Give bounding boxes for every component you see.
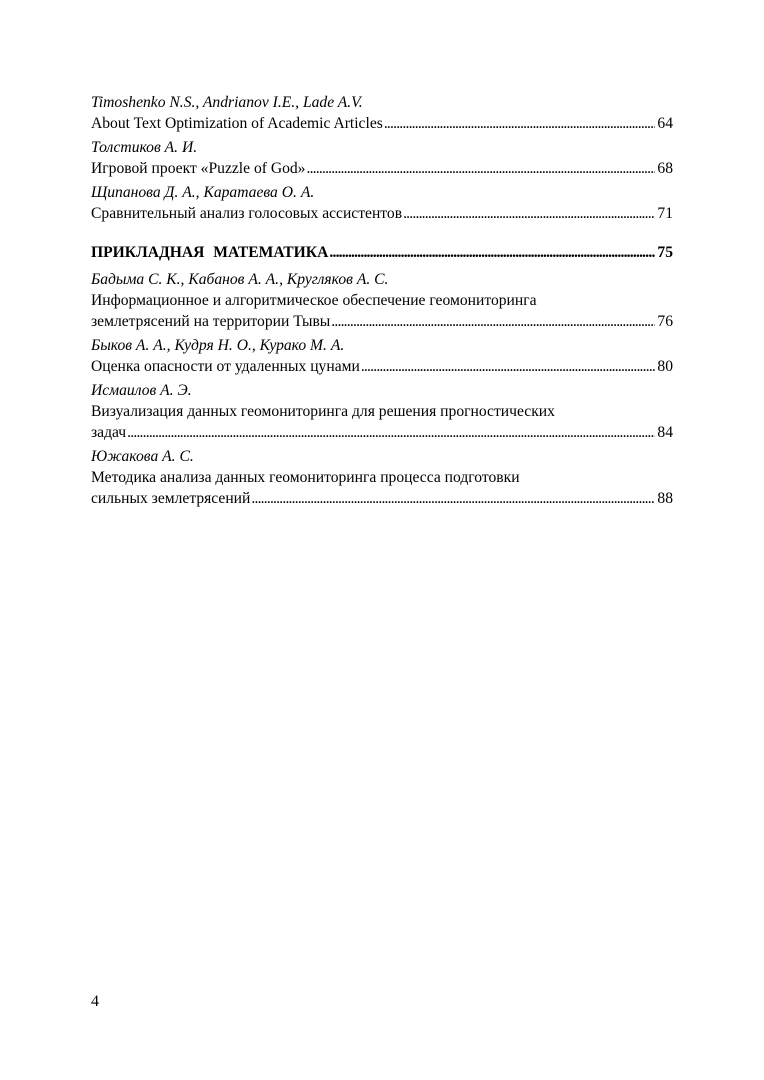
toc-entry-page: 80 — [657, 358, 673, 375]
toc-entry-title: Сравнительный анализ голосовых ассистентов — [91, 205, 403, 222]
toc-entry-authors: Южакова А. С. — [91, 448, 194, 465]
toc-entry-title-line[interactable] — [91, 311, 673, 332]
dot-leader — [403, 203, 655, 224]
toc-entry-page: 64 — [657, 115, 673, 132]
toc-entry-title-line[interactable] — [91, 203, 673, 224]
toc-entry-title: задач — [91, 424, 127, 441]
toc-entry-title-line[interactable] — [91, 158, 673, 179]
toc-entry-page: 68 — [657, 160, 673, 177]
toc-entry — [91, 446, 673, 509]
toc-entry-title-line[interactable] — [91, 422, 673, 443]
toc-entry — [91, 269, 673, 332]
toc-entry-authors: Бадыма С. К., Кабанов А. А., Кругляков А. С. — [91, 271, 389, 288]
toc-entry — [91, 137, 673, 179]
section-page: 75 — [657, 244, 673, 261]
dot-leader — [306, 158, 655, 179]
toc-section-heading[interactable] — [91, 242, 673, 263]
toc-entry-title-line[interactable] — [91, 488, 673, 509]
dot-leader — [127, 422, 655, 443]
dot-leader — [251, 488, 655, 509]
toc-entry-title-line[interactable] — [91, 113, 673, 134]
toc-entry-title: сильных землетрясений — [91, 490, 251, 507]
toc-entry-title: землетрясений на территории Тывы — [91, 313, 331, 330]
toc-entry — [91, 92, 673, 134]
dot-leader — [384, 113, 656, 134]
toc-entry-title-line: Методика анализа данных геомониторинга процесса подготовки — [91, 469, 520, 486]
dot-leader — [329, 242, 655, 263]
toc-entry — [91, 380, 673, 443]
toc-entry-authors: Timoshenko N.S., Andrianov I.E., Lade A.V. — [91, 94, 363, 111]
toc-entry — [91, 335, 673, 377]
toc-entry — [91, 182, 673, 224]
toc-entry-authors: Щипанова Д. А., Каратаева О. А. — [91, 184, 315, 201]
toc-entry-authors: Исмаилов А. Э. — [91, 382, 192, 399]
toc-entry-title-line[interactable] — [91, 356, 673, 377]
toc-entry-authors: Быков А. А., Кудря Н. О., Курако М. А. — [91, 337, 345, 354]
toc-entry-page: 84 — [657, 424, 673, 441]
dot-leader — [361, 356, 656, 377]
toc-entry-title: Оценка опасности от удаленных цунами — [91, 358, 360, 375]
toc-entry-title-line: Информационное и алгоритмическое обеспечение геомониторинга — [91, 292, 537, 309]
toc-entry-page: 71 — [657, 205, 673, 222]
toc-entry-authors: Толстиков А. И. — [91, 139, 198, 156]
page-number: 4 — [91, 993, 99, 1010]
toc-entry-title: Игровой проект «Puzzle of God» — [91, 160, 306, 177]
dot-leader — [331, 311, 655, 332]
table-of-contents — [91, 92, 673, 512]
toc-entry-page: 88 — [657, 490, 673, 507]
toc-entry-page: 76 — [657, 313, 673, 330]
toc-entry-title-line: Визуализация данных геомониторинга для решения прогностических — [91, 403, 555, 420]
toc-entry-title: About Text Optimization of Academic Articles — [91, 115, 383, 132]
section-title: ПРИКЛАДНАЯ МАТЕМАТИКА — [91, 244, 329, 261]
